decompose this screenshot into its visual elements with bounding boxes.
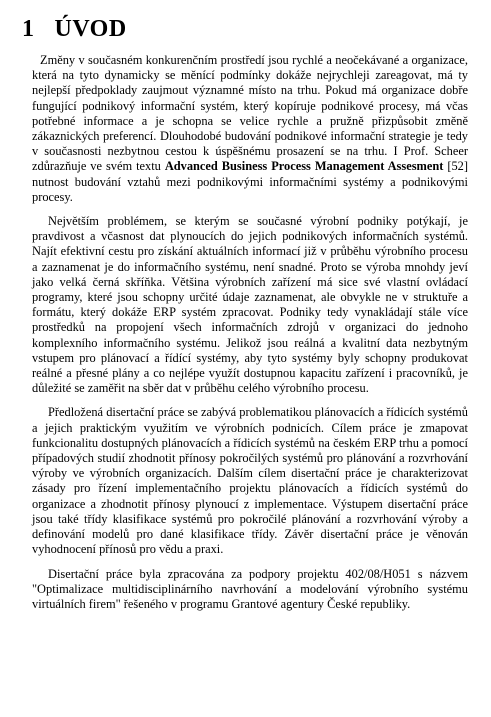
- paragraph-4: Disertační práce byla zpracována za podpory projektu 402/08/H051 s názvem "Optimalizace multidisciplinárního navrhování a modelování výrobního systému virtuálních firem" řešeného v programu Grantové agentury České republiky.: [32, 566, 468, 611]
- chapter-title: ÚVOD: [54, 16, 127, 42]
- paragraph-3: Předložená disertační práce se zabývá problematikou plánovacích a řídicích systémů a jejich praktickým využitím ve výrobních podnicích. Cílem práce je zmapovat funkcionalitu dostupných plánovacích a řídicích systémů na českém ERP trhu a pomocí případových studií zhodnotit přínosy pokročilých systémů pro plánování a rozvrhování výroby ve výrobních organizacích. Dalším cílem disertační práce je charakterizovat zásady pro řízení implementačního projektu plánovacích a řídicích systémů do organizace a zhodnotit přínosy plynoucí z implementace. Výstupem disertační práce jsou také třídy klasifikace systémů pro pokročilé plánování a rozvrhování výroby a definování modelů pro dané klasifikace třídy. Závěr disertační práce je věnován vyhodnocení přínosů pro vědu a praxi.: [32, 405, 468, 557]
- chapter-number: 1: [22, 16, 35, 42]
- chapter-body: [32, 53, 468, 621]
- paragraph-2: Největším problémem, se kterým se současné výrobní podniky potýkají, je pravdivost a včasnost dat plynoucích do jejich podnikových informačních systémů. Najít efektivní cestu pro získání aktuálních informací již v průběhu výrobního procesu a zaznamenat je do informačního systému, není snadné. Proto se výroba mnohdy jeví jako velká černá skříňka. Většina výrobních zařízení má sice své vlastní ovládací programy, které jsou schopny určité údaje zaznamenat, ale obvykle ne v struktuře a formátu, který dokáže ERP systém zpracovat. Podniky tedy vynakládají stále více prostředků na propojení všech informačních zdrojů v organizaci do jednoho komplexního informačního systému. Jelikož jsou reálná a kvalitní data nezbytným vstupem pro plánovací a řídící systémy, aby tyto systémy byly schopny produkovat reálné a přesné plány a co nejlépe využít dostupnou kapacitu zařízení i pracovníků, je důležité se zaměřit na sběr dat v průběhu celého výrobního procesu.: [32, 214, 468, 396]
- paragraph-1-text-end: [52] nutnost budování vztahů mezi podnikovými informačními systémy a podnikovými procesy.: [32, 159, 468, 204]
- chapter-heading: [22, 14, 127, 44]
- paragraph-1: [32, 53, 468, 205]
- cited-text-title: Advanced Business Process Management Assesment: [164, 159, 444, 174]
- paragraph-1-text: Změny v současném konkurenčním prostředí jsou rychlé a neočekávané a organizace, která na tyto dynamicky se měnící podmínky dokáže nejrychleji zareagovat, má ty nejlepší předpoklady zaujmout významné místo na trhu. Pokud má organizace dobře fungující podnikový informační systém, který kopíruje podnikové procesy, má včas potřebné informace a je schopna se velice rychle a pružně přizpůsobit změně zákaznických preferencí. Dlouhodobé budování podnikové informační strategie je tedy v současnosti nezbytnou cestou k úspěšnému prosazení se na trhu. I Prof. Scheer zdůrazňuje ve svém textu: [32, 53, 468, 174]
